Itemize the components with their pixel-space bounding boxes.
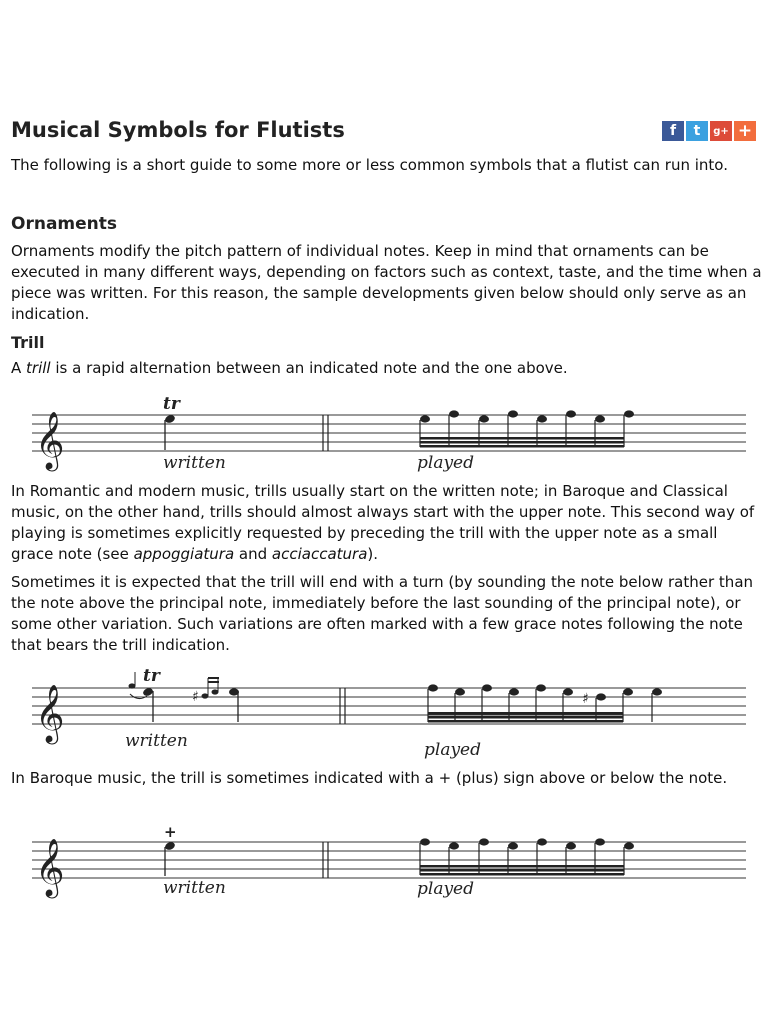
staff-notation-3 bbox=[0, 818, 768, 908]
twitter-share-button[interactable] bbox=[686, 121, 708, 141]
written-label: written bbox=[163, 453, 226, 473]
staff-notation-2 bbox=[0, 664, 768, 764]
svg-text:♯: ♯ bbox=[582, 691, 589, 707]
written-label: written bbox=[125, 731, 188, 751]
treble-clef-icon: 𝄞 bbox=[35, 838, 65, 896]
intro-paragraph: The following is a short guide to some more or less common symbols that a flutist can run into. bbox=[11, 156, 728, 174]
trill-example-1 bbox=[0, 390, 768, 480]
googleplus-icon: g+ bbox=[713, 125, 729, 137]
trill-example-3 bbox=[0, 818, 768, 908]
share-bar bbox=[662, 121, 756, 141]
page-title: Musical Symbols for Flutists bbox=[11, 118, 345, 142]
played-label: played bbox=[424, 740, 482, 760]
acciaccatura-term: acciaccatura bbox=[271, 545, 368, 563]
plus-icon: + bbox=[737, 121, 753, 141]
svg-text:♯: ♯ bbox=[192, 689, 199, 705]
treble-clef-icon: 𝄞 bbox=[35, 684, 65, 742]
twitter-icon: t bbox=[693, 123, 701, 139]
trill-example-2 bbox=[0, 664, 768, 764]
page-bottom-area bbox=[0, 910, 768, 1024]
ornaments-heading: Ornaments bbox=[11, 214, 118, 234]
facebook-share-button[interactable] bbox=[662, 121, 684, 141]
played-label: played bbox=[417, 453, 475, 473]
trill-mark: tr bbox=[143, 666, 160, 686]
trill-definition: A trill is a rapid alternation between an indicated note and the one above. bbox=[11, 359, 568, 377]
trill-paragraph-4: In Baroque music, the trill is sometimes indicated with a + (plus) sign above or below the note. bbox=[11, 769, 728, 787]
ornaments-paragraph: Ornaments modify the pitch pattern of individual notes. Keep in mind that ornaments can be executed in many different ways, depending on factors such as context, taste, and the time when a piece was written. For this reason, the sample developments given below should only serve as an indication. bbox=[11, 242, 762, 323]
plus-mark: + bbox=[164, 823, 177, 841]
googleplus-share-button[interactable] bbox=[710, 121, 732, 141]
trill-term: trill bbox=[26, 359, 51, 377]
appoggiatura-term: appoggiatura bbox=[133, 545, 235, 563]
staff-notation-1 bbox=[0, 390, 768, 480]
treble-clef-icon: 𝄞 bbox=[35, 411, 65, 469]
trill-heading: Trill bbox=[11, 333, 45, 352]
more-share-button[interactable] bbox=[734, 121, 756, 141]
played-label: played bbox=[417, 879, 475, 899]
facebook-icon: f bbox=[669, 123, 677, 139]
trill-mark: tr bbox=[163, 394, 180, 414]
trill-paragraph-2: In Romantic and modern music, trills usually start on the written note; in Baroque and Classical music, on the other hand, trills should almost always start with the upper note. This second way of playing is sometimes explicitly requested by preceding the trill with the upper note as a small grace note (see appoggiatura and acciaccatura). bbox=[11, 482, 755, 563]
written-label: written bbox=[163, 878, 226, 898]
trill-paragraph-3: Sometimes it is expected that the trill will end with a turn (by sounding the note below rather than the note above the principal note, immediately before the last sounding of the principal note), or some other variation. Such variations are often marked with a few grace notes following the note that bears the trill indication. bbox=[11, 573, 754, 654]
